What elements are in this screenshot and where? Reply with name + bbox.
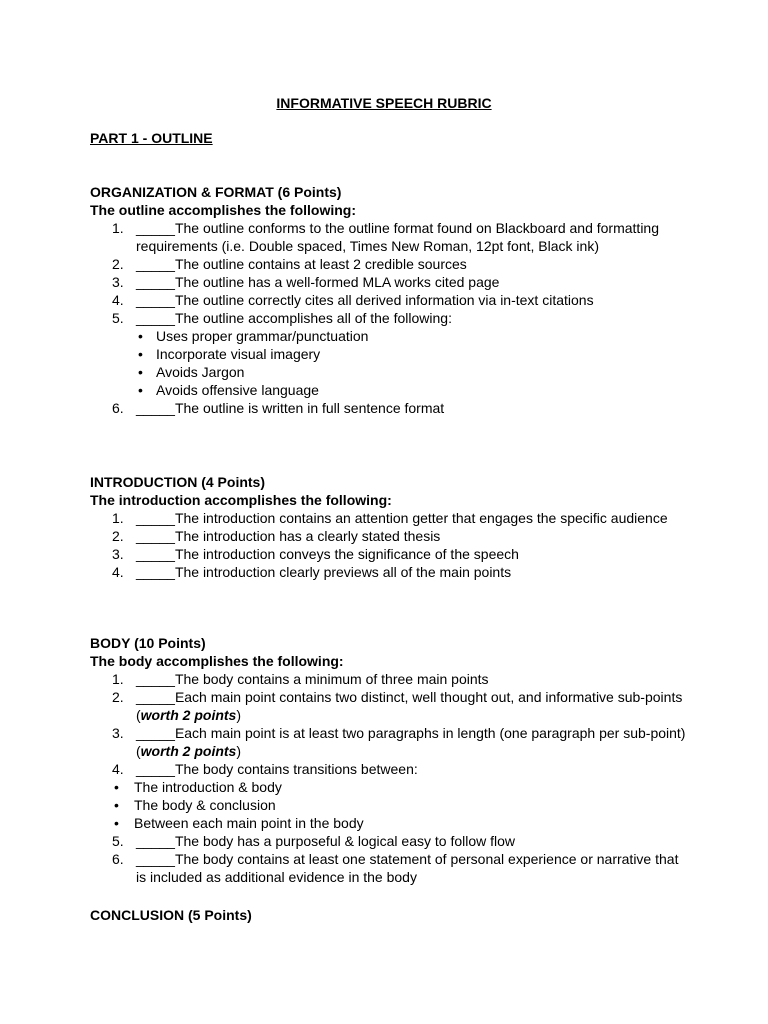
bullet-text: Incorporate visual imagery [156,346,321,362]
score-blank: _____ [136,851,175,867]
list-item [90,509,690,527]
bullet-icon: • [138,382,143,398]
list-item [90,760,690,778]
document-title: INFORMATIVE SPEECH RUBRIC [276,95,492,111]
item-number: 2. [112,256,124,272]
item-text: The introduction contains an attention getter that engages the specific audience [174,510,668,526]
list-item [90,273,690,291]
item-emphasis: worth 2 points [140,743,237,759]
criteria-list [90,509,690,581]
list-item [90,255,690,273]
item-text: Each main point is at least two paragraphs in length (one paragraph per sub-point) ( [136,725,686,759]
score-blank: _____ [136,400,175,416]
bullet-icon: • [138,328,143,344]
section-intro: The introduction accomplishes the following: [90,492,392,508]
score-blank: _____ [136,528,175,544]
section-heading: CONCLUSION (5 Points) [90,907,252,923]
bullet-text: The body & conclusion [134,797,276,813]
section-heading: ORGANIZATION & FORMAT (6 Points) [90,184,342,200]
bullet-item [90,796,690,814]
score-blank: _____ [136,292,175,308]
bullet-item [90,778,690,796]
item-text: The outline correctly cites all derived information via in-text citations [174,292,594,308]
item-text: The outline is written in full sentence format [174,400,445,416]
score-blank: _____ [136,220,175,236]
item-text: The outline conforms to the outline format found on Blackboard and formatting requirements (i.e. Double spaced, Times New Roman, 12pt font, Black ink) [136,220,659,254]
bullet-item [90,381,690,399]
bullet-text: Avoids Jargon [156,364,245,380]
item-text: The body has a purposeful & logical easy to follow flow [174,833,516,849]
score-blank: _____ [136,671,175,687]
list-item [90,527,690,545]
item-text: The outline has a well-formed MLA works cited page [174,274,500,290]
section-heading: INTRODUCTION (4 Points) [90,474,265,490]
bullet-icon: • [114,779,119,795]
item-text: The outline accomplishes all of the following: [174,310,452,326]
sub-bullet-list [90,778,690,832]
item-text: The introduction conveys the significance of the speech [174,546,519,562]
score-blank: _____ [136,761,175,777]
item-emphasis: worth 2 points [140,707,237,723]
bullet-icon: • [138,364,143,380]
item-text-end: ) [236,707,242,723]
item-text: Each main point contains two distinct, well thought out, and informative sub-points ( [136,689,683,723]
list-item [90,850,690,886]
bullet-text: The introduction & body [134,779,282,795]
list-item [90,545,690,563]
conclusion-section [90,906,690,924]
list-item [90,832,690,850]
item-text: The introduction clearly previews all of the main points [174,564,512,580]
item-number: 3. [112,274,124,290]
item-number: 4. [112,292,124,308]
organization-section [90,183,690,417]
score-blank: _____ [136,546,175,562]
score-blank: _____ [136,510,175,526]
item-text: The body contains a minimum of three main points [174,671,489,687]
criteria-list [90,832,690,886]
item-number: 5. [112,310,124,326]
bullet-icon: • [114,815,119,831]
score-blank: _____ [136,833,175,849]
list-item [90,670,690,688]
bullet-icon: • [138,346,143,362]
list-item [90,688,690,724]
item-number: 2. [112,528,124,544]
item-number: 1. [112,671,124,687]
item-number: 5. [112,833,124,849]
section-heading: BODY (10 Points) [90,635,206,651]
item-text: The body contains transitions between: [174,761,418,777]
section-intro: The body accomplishes the following: [90,653,344,669]
item-number: 3. [112,725,124,741]
criteria-list [90,399,690,417]
score-blank: _____ [136,564,175,580]
item-text: The outline contains at least 2 credible sources [174,256,467,272]
list-item [90,291,690,309]
item-text: The body contains at least one statement of personal experience or narrative that is included as additional evidence in the body [136,851,679,885]
score-blank: _____ [136,310,175,326]
score-blank: _____ [136,689,175,705]
item-text-end: ) [236,743,242,759]
bullet-text: Between each main point in the body [134,815,364,831]
bullet-item [90,327,690,345]
sub-bullet-list [90,327,690,399]
score-blank: _____ [136,274,175,290]
item-number: 6. [112,851,124,867]
introduction-section [90,473,690,581]
criteria-list [90,670,690,778]
item-number: 3. [112,546,124,562]
item-number: 1. [112,510,124,526]
bullet-text: Uses proper grammar/punctuation [156,328,369,344]
list-item [90,309,690,327]
score-blank: _____ [136,256,175,272]
bullet-item [90,363,690,381]
item-number: 1. [112,220,124,236]
item-number: 6. [112,400,124,416]
list-item [90,399,690,417]
item-number: 4. [112,761,124,777]
item-number: 2. [112,689,124,705]
bullet-item [90,814,690,832]
item-number: 4. [112,564,124,580]
list-item [90,563,690,581]
list-item [90,219,690,255]
bullet-item [90,345,690,363]
item-text: The introduction has a clearly stated thesis [174,528,441,544]
section-intro: The outline accomplishes the following: [90,202,357,218]
part-heading: PART 1 - OUTLINE [90,130,213,146]
score-blank: _____ [136,725,175,741]
bullet-text: Avoids offensive language [156,382,319,398]
criteria-list [90,219,690,327]
list-item [90,724,690,760]
body-section [90,634,690,886]
bullet-icon: • [114,797,119,813]
